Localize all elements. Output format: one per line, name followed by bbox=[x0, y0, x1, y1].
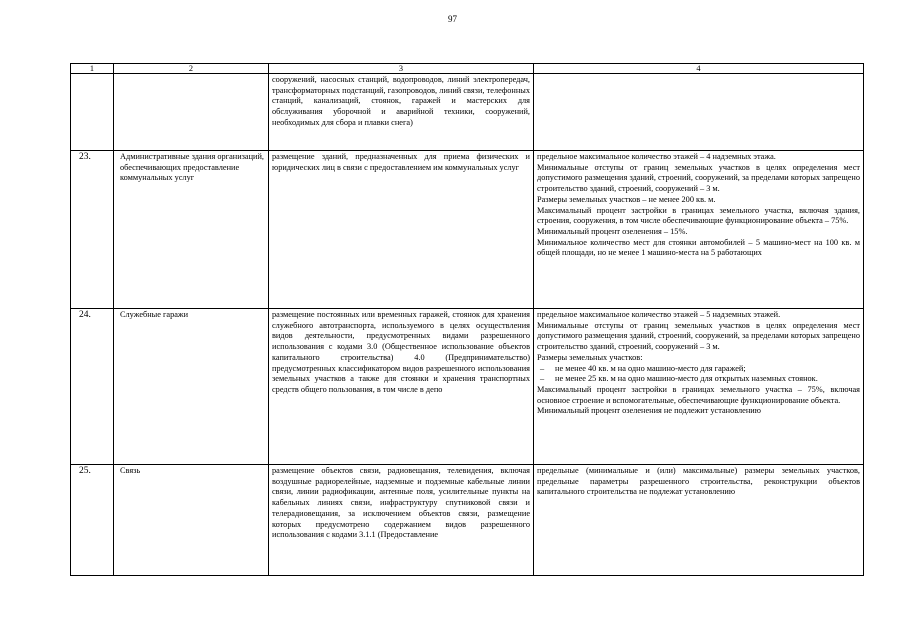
param-line: Максимальный процент застройки в границах земельного участка – 75%, включая основное строение и вспомогательные, обеспечивающие функционирование объекта. bbox=[537, 384, 860, 405]
table-row-25 bbox=[71, 465, 864, 576]
row-number: 23. bbox=[71, 151, 114, 309]
use-name: Служебные гаражи bbox=[114, 309, 269, 465]
table-row-24 bbox=[71, 309, 864, 465]
list-item: – не менее 40 кв. м на одно машино-место для гаражей; bbox=[537, 364, 860, 375]
header-col-3: 3 bbox=[269, 64, 534, 74]
param-line: Минимальное количество мест для стоянки автомобилей – 5 машино-мест на 100 кв. м общей площади, но не менее 1 машино-места на 5 работающих bbox=[537, 237, 860, 258]
param-line: Минимальные отступы от границ земельных участков в целях определения мест допустимого размещения зданий, строений, сооружений, за пределами которых запрещено строительство зданий, строений, сооружений – 3 м. bbox=[537, 320, 860, 352]
use-name: Административные здания организаций, обеспечивающих предоставление коммунальных услуг bbox=[114, 151, 269, 309]
param-line: Размеры земельных участков: bbox=[537, 352, 643, 362]
header-col-2: 2 bbox=[114, 64, 269, 74]
continuation-name bbox=[114, 74, 269, 151]
param-line: предельные (минимальные и (или) максимальные) размеры земельных участков, предельные параметры разрешенного строительства, реконструкции объектов капитального строительства не подлежат установлению bbox=[537, 466, 860, 497]
continuation-num bbox=[71, 74, 114, 151]
continuation-description: сооружений, насосных станций, водопроводов, линий электропередач, трансформаторных подстанций, газопроводов, линий связи, телефонных станций, канализаций, стоянок, гаражей и мастерских для обслуживания уборочной и аварийной техники, сооружений, необходимых для сбора и плавки снега) bbox=[269, 74, 534, 151]
use-description bbox=[269, 465, 534, 576]
param-line: Размеры земельных участков – не менее 200 кв. м. bbox=[537, 194, 716, 204]
table-header-row bbox=[71, 64, 864, 74]
param-line: Минимальный процент озеленения – 15%. bbox=[537, 226, 688, 236]
param-line: предельное максимальное количество этажей – 4 надземных этажа. bbox=[537, 152, 776, 161]
zoning-table bbox=[70, 63, 864, 576]
continuation-params bbox=[534, 74, 864, 151]
table-row-23 bbox=[71, 151, 864, 309]
description-text: размещение объектов связи, радиовещания, телевидения, включая воздушные радиорелейные, надземные и подземные кабельные линии связи, линии радиофикации, антенные поля, усилительные пункты на кабельных линиях связи, инфраструктуру спутниковой связи и телерадиовещания, за исключением объектов связи, размещение которых предусмотрено содержанием видов разрешенного использования с кодами 3.1.1 (Предоставление bbox=[272, 466, 530, 540]
use-name: Связь bbox=[114, 465, 269, 576]
use-parameters bbox=[534, 465, 864, 576]
list-item: – не менее 25 кв. м на одно машино-место для открытых наземных стоянок. bbox=[537, 374, 860, 385]
table-row-continuation bbox=[71, 74, 864, 151]
param-line: Минимальные отступы от границ земельных участков в целях определения мест допустимого размещения зданий, строений, сооружений, за пределами которых запрещено строительство зданий, строений, сооружений – 3 м. bbox=[537, 162, 860, 194]
header-col-1: 1 bbox=[71, 64, 114, 74]
page-number: 97 bbox=[448, 14, 457, 24]
use-parameters bbox=[534, 309, 864, 465]
header-col-4: 4 bbox=[534, 64, 864, 74]
row-number: 24. bbox=[71, 309, 114, 465]
param-line: Минимальный процент озеленения не подлежит установлению bbox=[537, 406, 761, 416]
use-parameters bbox=[534, 151, 864, 309]
use-description: размещение зданий, предназначенных для приема физических и юридических лиц в связи с предоставлением им коммунальных услуг bbox=[269, 151, 534, 309]
plot-size-list bbox=[537, 364, 860, 385]
param-line: предельное максимальное количество этажей – 5 надземных этажей. bbox=[537, 310, 781, 319]
use-description: размещение постоянных или временных гаражей, стоянок для хранения служебного автотранспорта, используемого в целях осуществления видов деятельности, предусмотренных видами разрешенного использования с кодами 3.0 (Общественное использование объектов капитального строительства) 4.0 (Предпринимательство) предусмотренных классификатором видов разрешенного использования земельных участков а также для стоянки и хранения транспортных средств общего пользования, в том числе в депо bbox=[269, 309, 534, 465]
param-line: Максимальный процент застройки в границах земельного участка, включая здания, строения, сооружения, в том числе обеспечивающие функционирование объекта – 75%. bbox=[537, 205, 860, 226]
row-number: 25. bbox=[71, 465, 114, 576]
